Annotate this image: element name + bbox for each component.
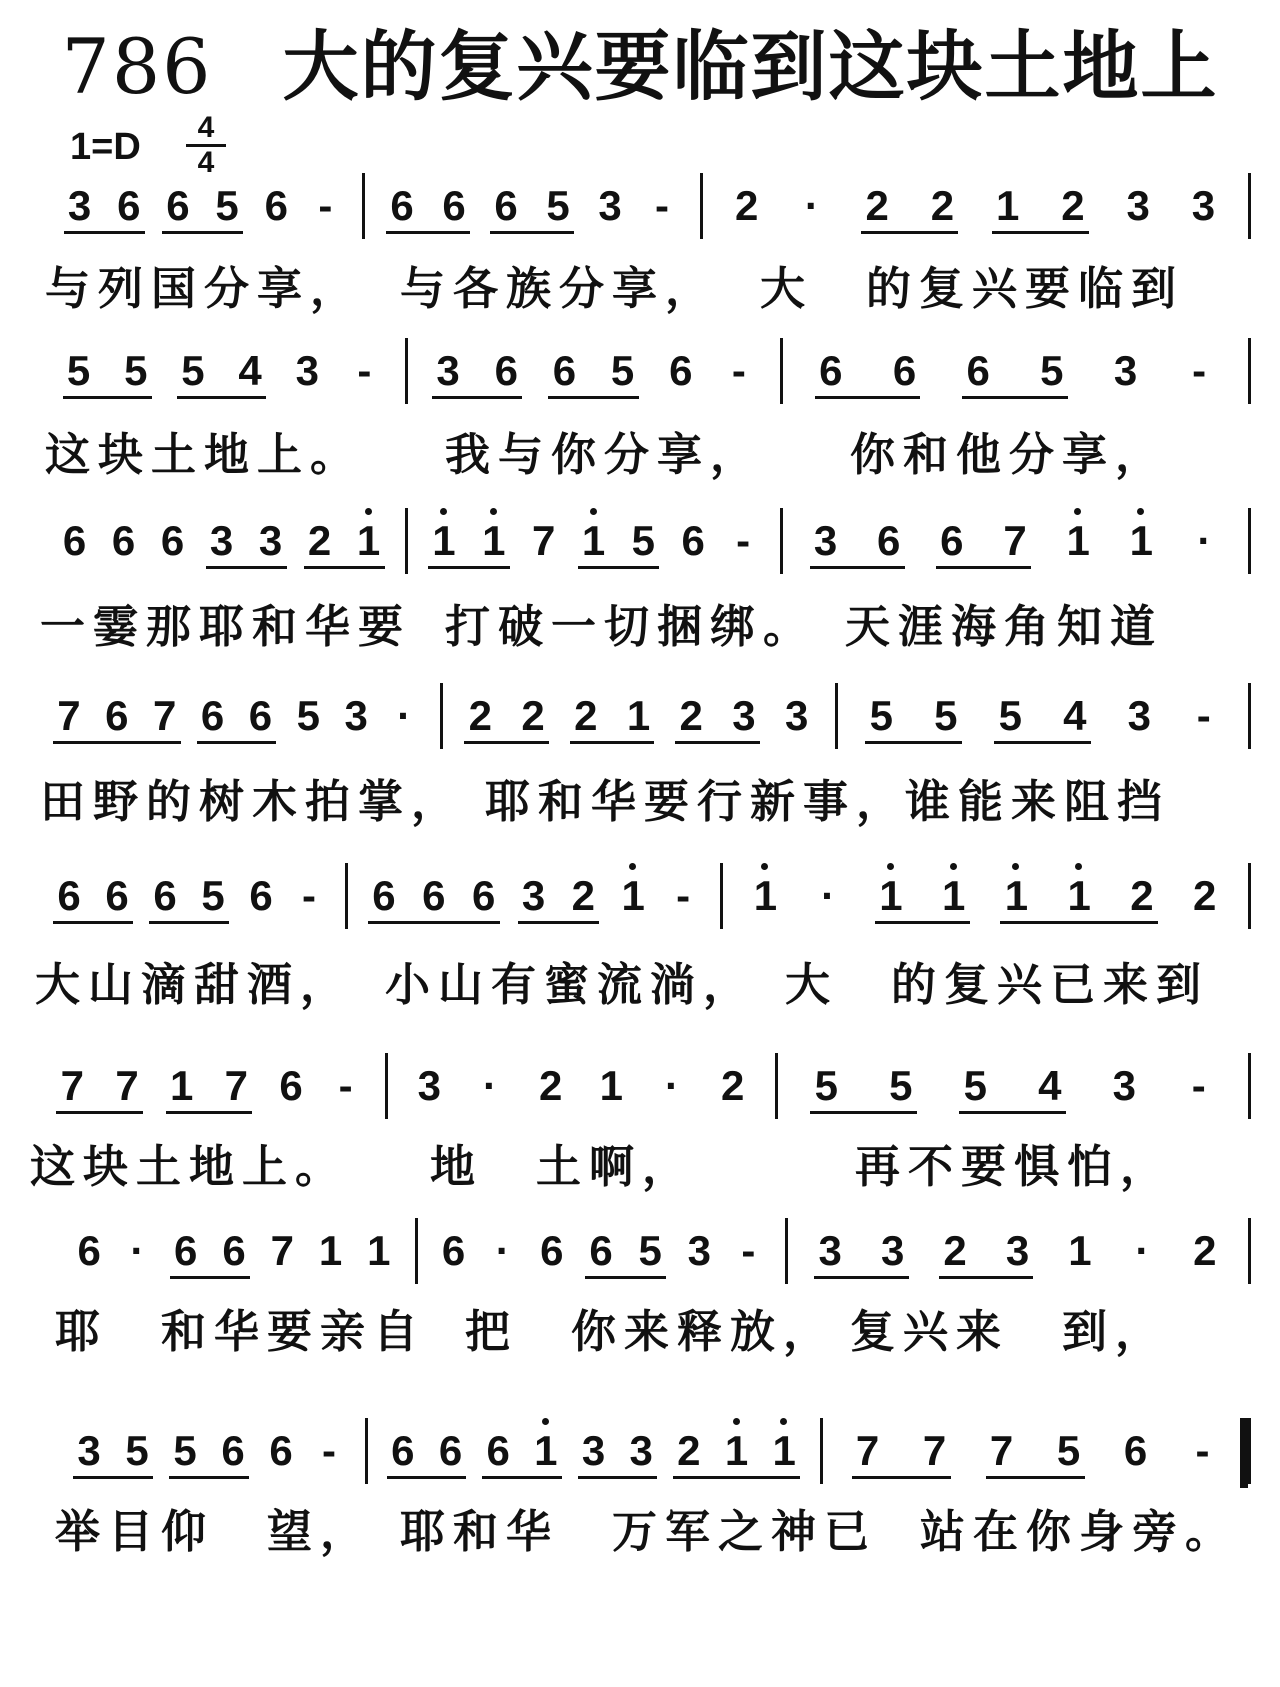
bar-line <box>405 508 408 574</box>
note: 2 <box>1061 182 1085 229</box>
note: 4 <box>238 347 262 394</box>
note-beam <box>875 921 970 924</box>
note-beam <box>368 921 500 924</box>
bar-line <box>700 173 703 239</box>
note: 5 <box>1040 347 1064 394</box>
note-beam <box>53 921 133 924</box>
note: 3 <box>1112 1062 1136 1109</box>
note: 6 <box>111 517 136 564</box>
note: 1 <box>995 182 1020 229</box>
bar-line <box>785 1218 788 1284</box>
note: 5 <box>869 692 893 739</box>
bar-line <box>1248 338 1251 404</box>
note: 6 <box>372 872 396 919</box>
note: 6 <box>494 347 518 394</box>
note: 5 <box>124 347 148 394</box>
bar-line <box>780 338 783 404</box>
note: 5 <box>66 347 91 394</box>
note-beam <box>166 1111 253 1114</box>
note: 3 <box>784 692 809 739</box>
note: - <box>731 347 746 394</box>
note: 3 <box>880 1227 905 1274</box>
bar-line <box>1248 863 1251 929</box>
note: - <box>655 182 669 229</box>
note: 7 <box>989 1427 1014 1474</box>
note-beam <box>490 231 574 234</box>
note: 5 <box>296 692 320 739</box>
note: 7 <box>57 692 81 739</box>
note: - <box>318 182 333 229</box>
bar-line <box>775 1053 778 1119</box>
note: 1 <box>1066 517 1090 564</box>
note: 3 <box>295 347 319 394</box>
note: · <box>483 1062 497 1109</box>
note-beam <box>675 741 760 744</box>
time-signature-bottom: 4 <box>186 144 226 179</box>
note-beam <box>53 741 181 744</box>
note: 7 <box>115 1062 139 1109</box>
note-beam <box>73 1476 153 1479</box>
note: · <box>804 182 819 229</box>
lyric-line: 这块土地上。 <box>45 428 364 481</box>
bar-line <box>1248 508 1251 574</box>
lyric-line: 我与你分享， <box>445 428 764 481</box>
bar-line <box>1248 1053 1251 1119</box>
note: 6 <box>200 692 225 739</box>
song-title-line <box>0 6 1280 115</box>
note: 7 <box>855 1427 880 1474</box>
lyric-line: 耶和华 万军之神已 <box>400 1505 878 1558</box>
note-beam <box>578 566 660 569</box>
lyric-line: 打破一切捆绑。 <box>445 600 817 653</box>
note: 7 <box>1003 517 1027 564</box>
note: 3 <box>258 517 283 564</box>
note: - <box>1191 1062 1206 1109</box>
note: 3 <box>732 692 756 739</box>
lyric-line: 再不要惧怕， <box>855 1140 1174 1193</box>
note: 4 <box>1063 692 1087 739</box>
note: 3 <box>436 347 460 394</box>
note: 6 <box>249 872 273 919</box>
note: - <box>302 872 316 919</box>
note: 2 <box>720 1062 745 1109</box>
note: 3 <box>1113 347 1138 394</box>
note: 3 <box>813 517 838 564</box>
note: 1 <box>626 692 651 739</box>
lyric-line: 一霎那耶和华要 <box>40 600 412 653</box>
note: - <box>736 517 751 564</box>
high-octave-dot <box>887 863 894 870</box>
note: 6 <box>471 872 496 919</box>
bar-line <box>780 508 783 574</box>
note: 6 <box>105 872 129 919</box>
note: 5 <box>631 517 656 564</box>
note: 1 <box>941 872 966 919</box>
note: 2 <box>943 1227 967 1274</box>
note: 6 <box>589 1227 613 1274</box>
bar-line <box>405 338 408 404</box>
note: 6 <box>877 517 901 564</box>
note-beam <box>386 231 470 234</box>
note: 6 <box>819 347 843 394</box>
high-octave-dot <box>542 1418 549 1425</box>
note: 3 <box>344 692 368 739</box>
note-beam <box>861 231 958 234</box>
high-octave-dot <box>1012 863 1019 870</box>
note: 2 <box>677 1427 701 1474</box>
note: 1 <box>581 517 606 564</box>
high-octave-dot <box>761 863 768 870</box>
lyric-line: 耶和华要行新事， <box>485 775 910 828</box>
note: 3 <box>1127 692 1151 739</box>
note-beam <box>578 1476 658 1479</box>
note-beam <box>304 566 385 569</box>
bar-line <box>345 863 348 929</box>
note: 1 <box>1004 872 1029 919</box>
note: 1 <box>1129 517 1153 564</box>
note: 1 <box>169 1062 194 1109</box>
note: 5 <box>889 1062 913 1109</box>
bar-line <box>365 1418 368 1484</box>
lyric-line: 复兴来 到， <box>850 1305 1169 1358</box>
note: 3 <box>1005 1227 1030 1274</box>
lyric-line: 你和他分享， <box>850 428 1169 481</box>
note: 6 <box>279 1062 303 1109</box>
note: 5 <box>201 872 225 919</box>
song-title: 大的复兴要临到这块土地上 <box>282 22 1219 111</box>
note: 7 <box>153 692 177 739</box>
note-beam <box>810 566 905 569</box>
high-octave-dot <box>590 508 597 515</box>
note: 6 <box>669 347 693 394</box>
note-beam <box>64 231 145 234</box>
note: 3 <box>67 182 92 229</box>
final-bar-line <box>1240 1418 1248 1488</box>
note: 3 <box>818 1227 842 1274</box>
note-beam <box>986 1476 1085 1479</box>
bar-line <box>415 1218 418 1284</box>
note: 2 <box>468 692 493 739</box>
note: 1 <box>1067 872 1091 919</box>
note-beam <box>810 1111 917 1114</box>
note: 5 <box>998 692 1022 739</box>
note: 3 <box>629 1427 653 1474</box>
high-octave-dot <box>780 1418 787 1425</box>
note: 3 <box>598 182 622 229</box>
note: 3 <box>1126 182 1150 229</box>
note-beam <box>162 231 243 234</box>
high-octave-dot <box>1137 508 1144 515</box>
lyric-line: 天涯海角知道 <box>845 600 1164 653</box>
note: 4 <box>1038 1062 1062 1109</box>
note: 3 <box>521 872 546 919</box>
note-beam <box>170 1276 250 1279</box>
note: · <box>1197 517 1212 564</box>
note-beam <box>962 396 1068 399</box>
note: 6 <box>681 517 705 564</box>
lyric-line: 这块土地上。 <box>30 1140 349 1193</box>
note: 6 <box>248 692 273 739</box>
note: 1 <box>534 1427 558 1474</box>
note: 6 <box>174 1227 198 1274</box>
note: 6 <box>57 872 81 919</box>
note-beam <box>548 396 638 399</box>
note: 6 <box>442 182 466 229</box>
note: 5 <box>610 347 635 394</box>
note: 5 <box>173 1427 197 1474</box>
time-signature-top: 4 <box>197 111 215 144</box>
bar-line <box>1248 1418 1251 1484</box>
note: - <box>1196 692 1211 739</box>
bar-line <box>1248 1218 1251 1284</box>
note: 1 <box>599 1062 623 1109</box>
note-beam <box>852 1476 951 1479</box>
bar-line <box>835 683 838 749</box>
bar-line <box>362 173 365 239</box>
note: 2 <box>1193 1227 1217 1274</box>
note: 5 <box>1056 1427 1081 1474</box>
note: 6 <box>422 872 446 919</box>
note: 6 <box>940 517 964 564</box>
note: 7 <box>531 517 556 564</box>
high-octave-dot <box>490 508 497 515</box>
lyric-line: 小山有蜜流淌， <box>385 958 757 1011</box>
high-octave-dot <box>440 508 447 515</box>
note-beam <box>56 1111 143 1114</box>
note-beam <box>149 921 229 924</box>
note: 2 <box>307 517 332 564</box>
note-beam <box>428 566 510 569</box>
note-beam <box>432 396 522 399</box>
note: 6 <box>390 182 414 229</box>
note: 6 <box>540 1227 564 1274</box>
note: 6 <box>221 1427 245 1474</box>
note: 2 <box>538 1062 563 1109</box>
lyric-line: 大 的复兴已来到 <box>785 958 1210 1011</box>
note: 6 <box>264 182 288 229</box>
note: 6 <box>391 1427 415 1474</box>
bar-line <box>385 1053 388 1119</box>
note: 6 <box>160 517 185 564</box>
note: 6 <box>438 1427 463 1474</box>
note-beam <box>482 1476 562 1479</box>
note: 6 <box>269 1427 293 1474</box>
note-beam <box>959 1111 1066 1114</box>
note: · <box>130 1227 145 1274</box>
note: 1 <box>367 1227 391 1274</box>
bar-line <box>720 863 723 929</box>
note: - <box>357 347 372 394</box>
note: 2 <box>1192 872 1217 919</box>
note: · <box>821 872 836 919</box>
song-number: 786 <box>61 22 213 111</box>
note-beam <box>464 741 549 744</box>
note: · <box>665 1062 679 1109</box>
high-octave-dot <box>733 1418 740 1425</box>
note: 1 <box>432 517 456 564</box>
key-signature: 1=D <box>70 126 141 168</box>
note: 6 <box>486 1427 510 1474</box>
note: 6 <box>77 1227 101 1274</box>
bar-line <box>440 683 443 749</box>
note: 6 <box>153 872 177 919</box>
note: - <box>741 1227 756 1274</box>
lyric-line: 与各族分享， <box>400 262 719 315</box>
note: 2 <box>571 872 596 919</box>
lyric-line: 地 土啊， <box>430 1140 696 1193</box>
note: 6 <box>1123 1427 1148 1474</box>
lyric-line: 大山滴甜酒， <box>35 958 354 1011</box>
lyric-line: 耶 和华要亲自 <box>55 1305 427 1358</box>
note: · <box>1135 1227 1150 1274</box>
note: 1 <box>772 1427 796 1474</box>
note: 5 <box>181 347 205 394</box>
bar-line <box>1248 683 1251 749</box>
note: 1 <box>482 517 506 564</box>
note: 6 <box>441 1227 466 1274</box>
note-beam <box>939 1276 1033 1279</box>
note: 7 <box>224 1062 248 1109</box>
lyric-line: 举目仰 望， <box>55 1505 374 1558</box>
note: 5 <box>125 1427 149 1474</box>
note: · <box>495 1227 510 1274</box>
note: - <box>676 872 691 919</box>
lyric-line: 与列国分享， <box>45 262 364 315</box>
note-beam <box>673 1476 800 1479</box>
note-beam <box>387 1476 467 1479</box>
note-beam <box>585 1276 666 1279</box>
note: 3 <box>687 1227 711 1274</box>
note: 2 <box>574 692 598 739</box>
note: - <box>1195 1427 1210 1474</box>
lyric-line: 谁能来阻挡 <box>905 775 1171 828</box>
high-octave-dot <box>1074 508 1081 515</box>
note: 7 <box>922 1427 947 1474</box>
note-beam <box>177 396 266 399</box>
note: 5 <box>814 1062 838 1109</box>
note: 5 <box>215 182 239 229</box>
note-beam <box>63 396 152 399</box>
time-signature <box>186 112 226 179</box>
high-octave-dot <box>365 508 372 515</box>
note: 6 <box>494 182 518 229</box>
note-beam <box>169 1476 249 1479</box>
note: 2 <box>1130 872 1154 919</box>
note-beam <box>994 741 1091 744</box>
note: 6 <box>552 347 577 394</box>
note: 6 <box>117 182 141 229</box>
note: 3 <box>417 1062 441 1109</box>
note: 6 <box>892 347 917 394</box>
note: 1 <box>621 872 645 919</box>
high-octave-dot <box>950 863 957 870</box>
bar-line <box>1248 173 1251 239</box>
note: 6 <box>222 1227 246 1274</box>
note: 1 <box>1068 1227 1092 1274</box>
note: 5 <box>546 182 570 229</box>
note: - <box>322 1427 336 1474</box>
note: 3 <box>209 517 234 564</box>
note-beam <box>814 1276 908 1279</box>
note: 6 <box>166 182 190 229</box>
note: 2 <box>734 182 759 229</box>
note-beam <box>992 231 1089 234</box>
note: 5 <box>963 1062 987 1109</box>
lyric-line: 把 你来释放， <box>465 1305 837 1358</box>
note: 1 <box>724 1427 749 1474</box>
note: 6 <box>966 347 990 394</box>
lyric-line: 大 的复兴要临到 <box>760 262 1185 315</box>
note: - <box>338 1062 353 1109</box>
note-beam <box>865 741 962 744</box>
note: 2 <box>679 692 703 739</box>
note: - <box>1192 347 1207 394</box>
note: 1 <box>879 872 903 919</box>
note: 3 <box>581 1427 606 1474</box>
note-beam <box>570 741 655 744</box>
note: 2 <box>865 182 889 229</box>
note: 1 <box>356 517 381 564</box>
high-octave-dot <box>629 863 636 870</box>
note: 5 <box>638 1227 662 1274</box>
note: 6 <box>105 692 129 739</box>
lyric-line: 田野的树木拍掌， <box>40 775 465 828</box>
lyric-line: 站在你身旁。 <box>920 1505 1239 1558</box>
note-beam <box>206 566 287 569</box>
note-beam <box>197 741 277 744</box>
note: 3 <box>1191 182 1216 229</box>
note: 1 <box>318 1227 343 1274</box>
note: 2 <box>521 692 545 739</box>
note-beam <box>936 566 1031 569</box>
note: 7 <box>270 1227 294 1274</box>
note: 6 <box>62 517 87 564</box>
high-octave-dot <box>1075 863 1082 870</box>
note: 7 <box>60 1062 84 1109</box>
note-beam <box>518 921 600 924</box>
note: · <box>397 692 412 739</box>
bar-line <box>820 1418 823 1484</box>
note-beam <box>815 396 921 399</box>
note: 3 <box>77 1427 101 1474</box>
note: 5 <box>934 692 958 739</box>
note: 2 <box>930 182 955 229</box>
note: 1 <box>753 872 778 919</box>
note-beam <box>1000 921 1158 924</box>
